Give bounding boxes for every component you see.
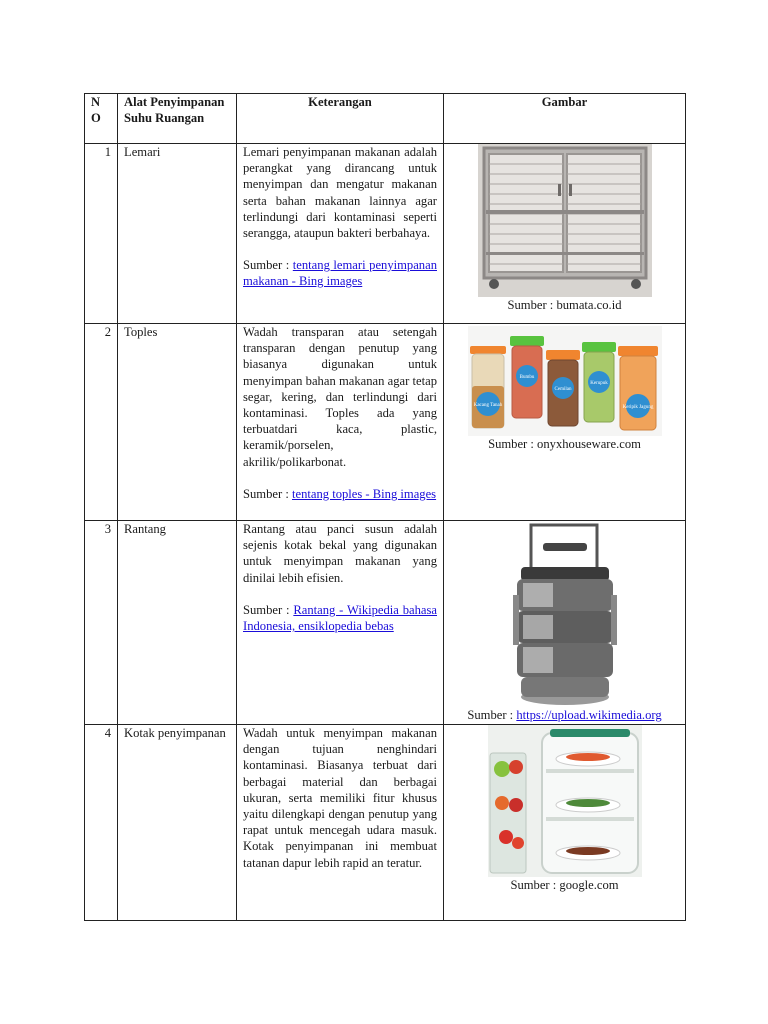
- header-alat: Alat Penyimpanan Suhu Ruangan: [118, 94, 237, 144]
- sumber-link[interactable]: tentang lemari penyimpanan makanan - Bing images: [243, 258, 437, 289]
- header-keterangan: Keterangan: [237, 94, 444, 144]
- image-source: [450, 436, 679, 452]
- rantang-image: [509, 521, 621, 707]
- table-row: [85, 144, 686, 324]
- image-source-text: Sumber : bumata.co.id: [507, 298, 622, 312]
- jars-image: [468, 326, 662, 436]
- table-row: [85, 521, 686, 725]
- row-description: Lemari penyimpanan makanan adalah perangkat yang dirancang untuk menyimpan dan mengatur makanan serta bahan makanan lainnya agar terlindungi dari kontaminasi seperti serangga, ataupun bakteri berbahaya.: [243, 145, 437, 241]
- image-source: [450, 707, 679, 723]
- sumber-label: Sumber :: [243, 602, 294, 617]
- jar-label: Keripik Jagung: [622, 405, 653, 410]
- row-keterangan: [237, 144, 444, 324]
- row-alat: Toples: [118, 324, 237, 521]
- row-keterangan: [237, 725, 444, 921]
- table-header-row: [85, 94, 686, 144]
- row-alat: Rantang: [118, 521, 237, 725]
- row-description: Wadah transparan atau setengah transparan dengan penutup yang biasanya digunakan untuk menyimpan bahan makanan agar tetap segar, kering, dan terlindungi dari kontaminasi. Toples ada yang terbuatdari kaca, plastic, keramik/porselen, akrilik/polikarbonat.: [243, 325, 437, 469]
- row-number: 4: [85, 725, 118, 921]
- row-sumber: [243, 257, 437, 289]
- row-alat: Kotak penyimpanan: [118, 725, 237, 921]
- row-number: 2: [85, 324, 118, 521]
- header-gambar: Gambar: [444, 94, 686, 144]
- row-description: Wadah untuk menyimpan makanan dengan tujuan nenghindari kontaminasi. Biasanya terbuat dari berbagai material dan berbagai ukuran, serta memiliki fitur khusus yaitu dilengkapi dengan penutup yang rapat untuk mencegah udara masuk. Kotak penyimpanan ini membuat tatanan dapur lebih rapid an teratur.: [243, 726, 437, 870]
- table-row: [85, 725, 686, 921]
- sumber-link[interactable]: tentang toples - Bing images: [291, 486, 437, 501]
- row-gambar: [444, 725, 686, 921]
- image-source: [450, 297, 679, 313]
- image-source-text: Sumber :: [467, 708, 517, 722]
- row-number: 3: [85, 521, 118, 725]
- jar-label: Bumbu: [519, 375, 534, 380]
- jar-label: Kerupuk: [589, 381, 608, 386]
- storage-table: [84, 93, 686, 921]
- jar-label: Cemilan: [554, 387, 571, 392]
- row-keterangan: [237, 521, 444, 725]
- row-sumber: [243, 602, 437, 634]
- cabinet-image: [478, 144, 652, 297]
- row-alat: Lemari: [118, 144, 237, 324]
- row-gambar: [444, 144, 686, 324]
- image-source-text: Sumber : onyxhouseware.com: [488, 437, 641, 451]
- table-row: [85, 324, 686, 521]
- sumber-label: Sumber :: [243, 486, 292, 501]
- sumber-link[interactable]: Rantang - Wikipedia bahasa Indonesia, ensiklopedia bebas: [243, 602, 437, 634]
- sumber-label: Sumber :: [243, 258, 293, 273]
- image-source: [450, 877, 679, 893]
- image-source-link[interactable]: https://upload.wikimedia.org: [516, 708, 662, 722]
- row-keterangan: [237, 324, 444, 521]
- image-source-text: Sumber : google.com: [510, 878, 619, 892]
- jar-label: Kacang Tanah: [473, 403, 502, 408]
- row-gambar: [444, 324, 686, 521]
- row-number: 1: [85, 144, 118, 324]
- header-no: N O: [85, 94, 118, 144]
- row-sumber: [243, 486, 437, 502]
- storage-box-image: [488, 725, 642, 877]
- row-gambar: [444, 521, 686, 725]
- row-description: Rantang atau panci susun adalah sejenis kotak bekal yang digunakan untuk menyimpan makanan yang dinilai lebih efisien.: [243, 522, 437, 585]
